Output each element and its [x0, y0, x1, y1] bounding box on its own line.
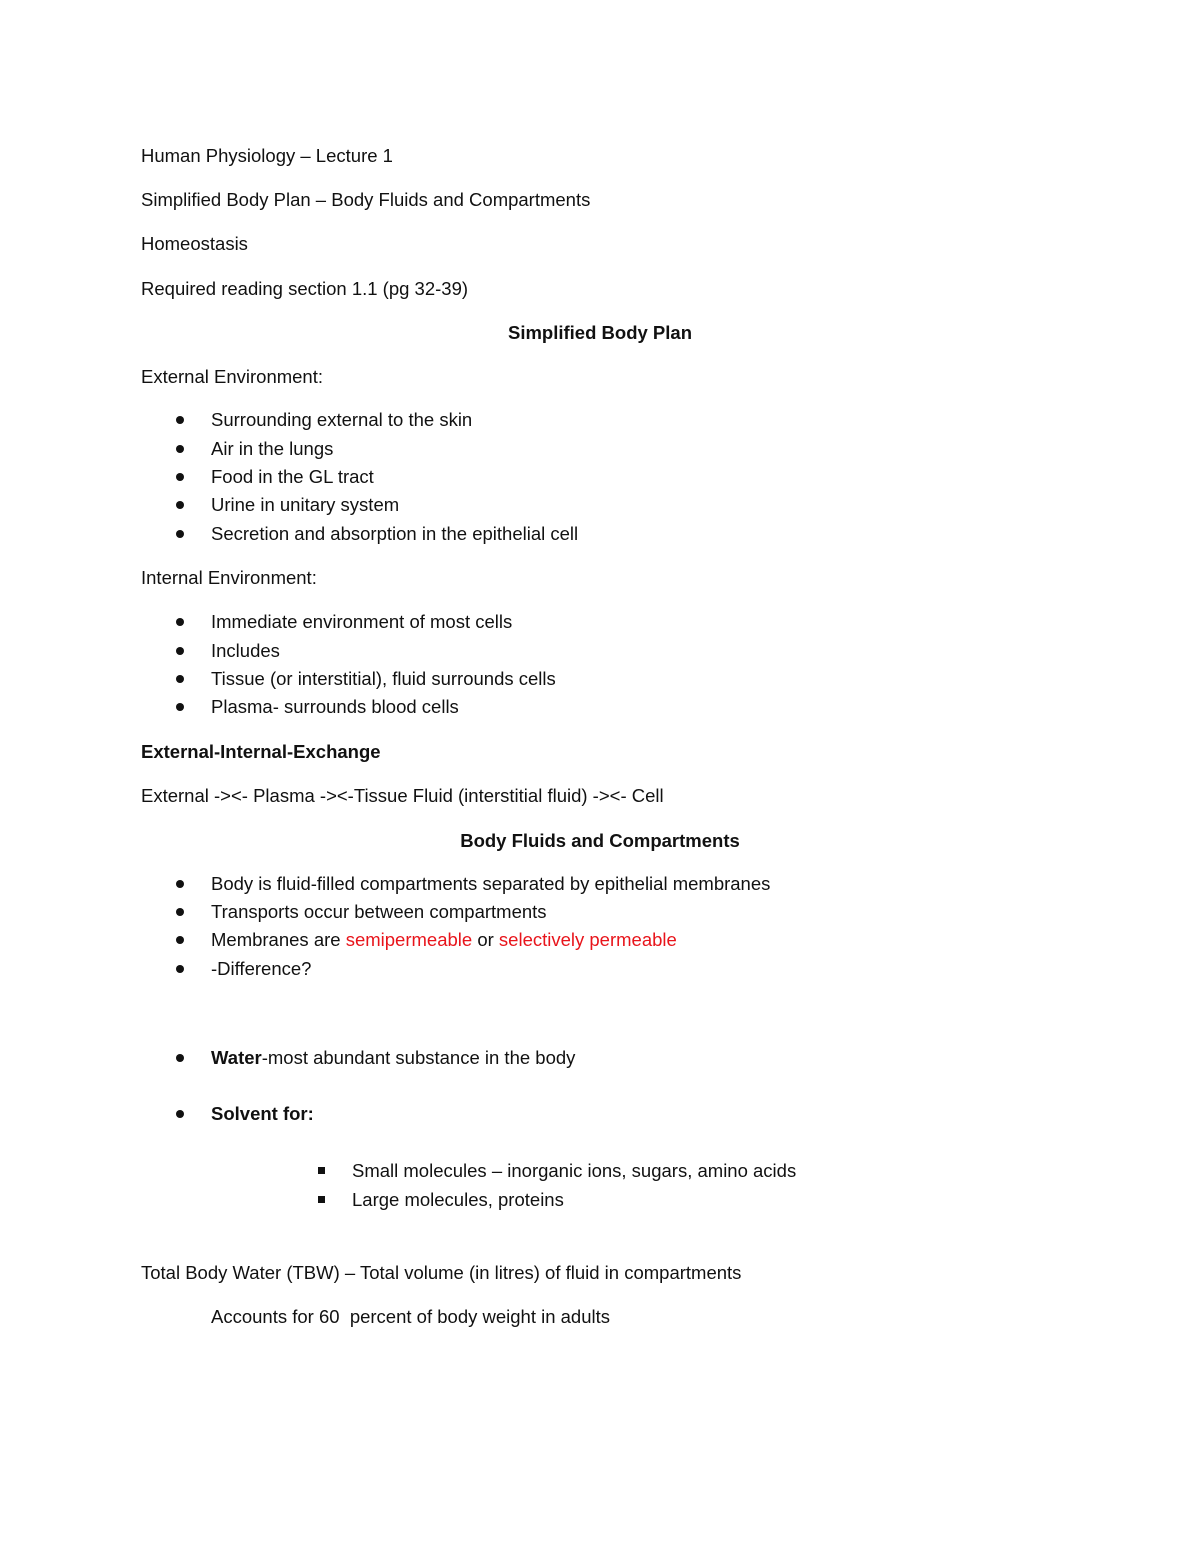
- semipermeable-term: semipermeable: [345, 929, 473, 950]
- topic-line: Simplified Body Plan – Body Fluids and Compartments: [141, 189, 591, 210]
- list-item: Air in the lungs: [211, 438, 334, 459]
- list-item: -Difference?: [211, 958, 312, 979]
- bullet-icon: [176, 501, 184, 509]
- bullet-icon: [176, 445, 184, 453]
- bullet-icon: [176, 530, 184, 538]
- list-item: Food in the GL tract: [211, 466, 374, 487]
- list-item: Urine in unitary system: [211, 494, 400, 515]
- section-heading-body-plan: Simplified Body Plan: [508, 322, 692, 343]
- list-item: Small molecules – inorganic ions, sugars, amino acids: [352, 1160, 797, 1181]
- internal-environment-label: Internal Environment:: [141, 567, 317, 588]
- bullet-icon: [176, 647, 184, 655]
- square-bullet-icon: [318, 1167, 325, 1174]
- external-environment-label: External Environment:: [141, 366, 324, 387]
- water-description: -most abundant substance in the body: [261, 1047, 576, 1068]
- list-item: Secretion and absorption in the epithelial cell: [211, 523, 579, 544]
- bullet-icon: [176, 1054, 184, 1062]
- list-item: Transports occur between compartments: [211, 901, 547, 922]
- list-item: Plasma- surrounds blood cells: [211, 696, 459, 717]
- lecture-title: Human Physiology – Lecture 1: [141, 145, 393, 166]
- list-item: Tissue (or interstitial), fluid surrounds cells: [211, 668, 556, 689]
- section-heading-body-fluids: Body Fluids and Compartments: [460, 830, 740, 851]
- bullet-icon: [176, 880, 184, 888]
- list-item: Includes: [211, 640, 280, 661]
- bullet-icon: [176, 1110, 184, 1118]
- list-item: Immediate environment of most cells: [211, 611, 513, 632]
- bullet-icon: [176, 675, 184, 683]
- list-item: Body is fluid-filled compartments separated by epithelial membranes: [211, 873, 771, 894]
- list-item-water: [211, 1047, 575, 1069]
- bullet-icon: [176, 416, 184, 424]
- bullet-icon: [176, 618, 184, 626]
- list-item: Large molecules, proteins: [352, 1189, 564, 1210]
- membranes-prefix: Membranes are: [211, 929, 346, 950]
- tbw-definition: Total Body Water (TBW) – Total volume (in litres) of fluid in compartments: [141, 1262, 742, 1283]
- bullet-icon: [176, 936, 184, 944]
- square-bullet-icon: [318, 1196, 325, 1203]
- list-item-membranes: [211, 929, 677, 951]
- membranes-or: or: [472, 929, 499, 950]
- reading-line: Required reading section 1.1 (pg 32-39): [141, 278, 469, 299]
- selectively-permeable-term: selectively permeable: [498, 929, 677, 950]
- bullet-icon: [176, 473, 184, 481]
- tbw-percentage: Accounts for 60 percent of body weight in adults: [211, 1306, 611, 1327]
- exchange-heading: External-Internal-Exchange: [141, 741, 381, 762]
- homeostasis-line: Homeostasis: [141, 233, 248, 254]
- bullet-icon: [176, 965, 184, 973]
- exchange-text: External -><- Plasma -><-Tissue Fluid (interstitial fluid) -><- Cell: [141, 785, 664, 806]
- list-item-solvent: Solvent for:: [211, 1103, 314, 1124]
- bullet-icon: [176, 908, 184, 916]
- water-term: Water: [211, 1047, 262, 1068]
- bullet-icon: [176, 703, 184, 711]
- list-item: Surrounding external to the skin: [211, 409, 473, 430]
